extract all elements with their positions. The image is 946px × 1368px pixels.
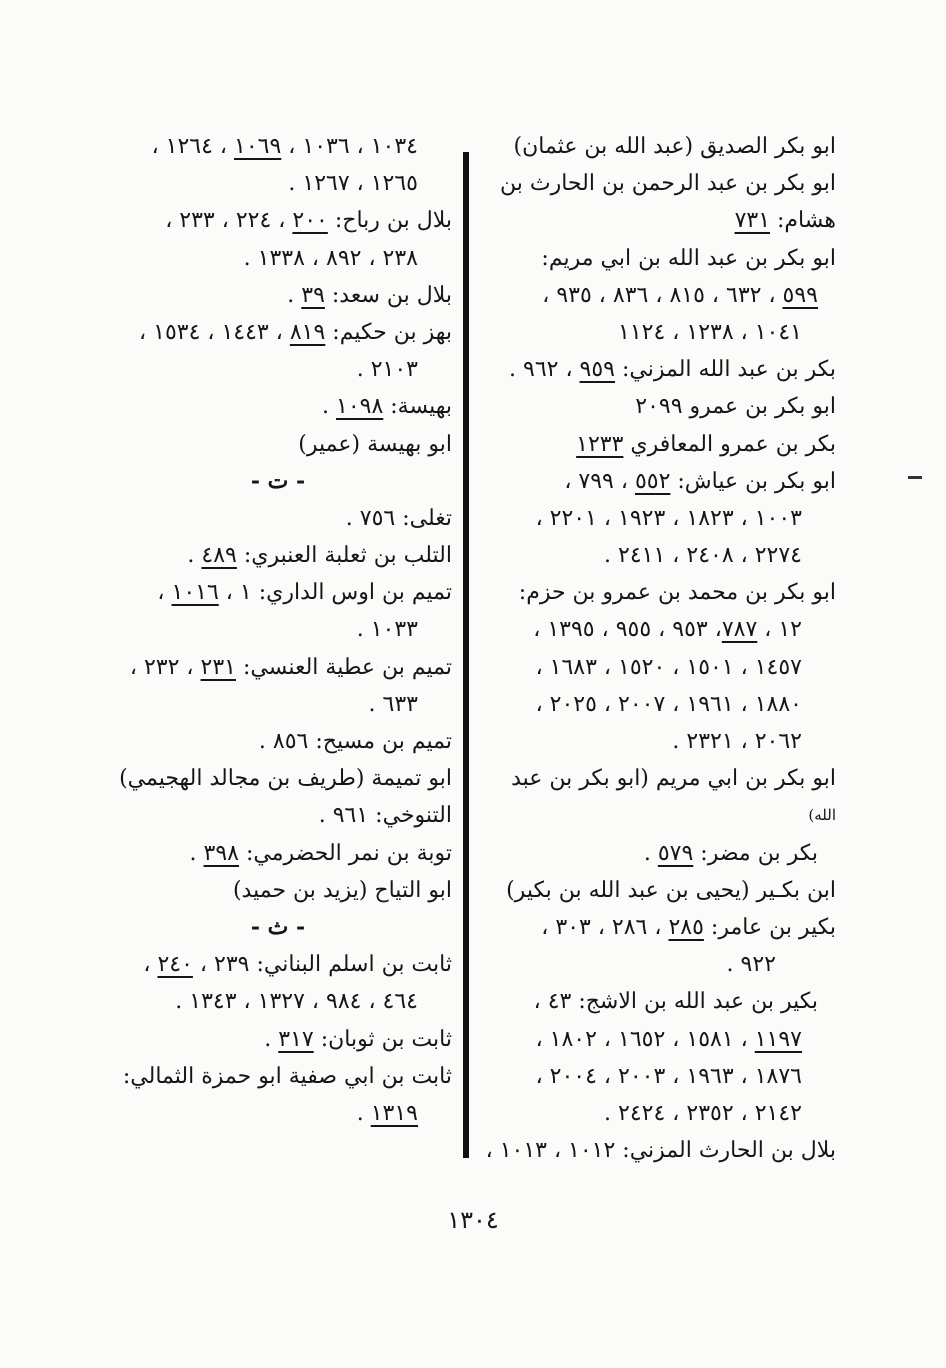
entry-text: تميم بن عطية العنسي: xyxy=(235,654,452,680)
index-entry-line xyxy=(484,872,836,909)
index-entry-line xyxy=(104,574,452,611)
entry-text: الله) xyxy=(808,806,836,825)
entry-text: ، ٢٢٤ ، ٢٣٣ ، xyxy=(165,208,293,234)
entry-text: ١٨٧٦ ، ١٩٦٣ ، ٢٠٠٣ ، ٢٠٠٤ ، xyxy=(535,1063,802,1089)
entry-text: ابو بكر بن ابي مريم (ابو بكر بن عبد xyxy=(511,766,836,792)
index-entry-line xyxy=(104,314,452,351)
entry-text: . xyxy=(264,1026,279,1052)
index-entry-line xyxy=(484,760,836,797)
index-entry-line xyxy=(484,835,836,872)
entry-text: ابن بكـير (يحيى بن عبد الله بن بكير) xyxy=(506,877,836,903)
index-entry-line xyxy=(104,277,452,314)
section-heading xyxy=(104,909,452,946)
index-entry-line xyxy=(104,797,452,834)
index-entry-line xyxy=(484,463,836,500)
underlined-reference: ١٠١٦ xyxy=(171,580,219,606)
index-entry-line xyxy=(484,314,836,351)
index-entry-line xyxy=(484,277,836,314)
entry-text: ابو بكر بن عياش: xyxy=(670,468,836,494)
entry-text: . xyxy=(643,840,658,866)
entry-text: ثابت بن ابي صفية ابو حمزة الثمالي: xyxy=(122,1063,452,1089)
index-entry-line xyxy=(104,1058,452,1095)
index-entry-line xyxy=(104,872,452,909)
index-entry-line xyxy=(484,723,836,760)
entry-text: ٢١٠٣ . xyxy=(356,357,418,383)
entry-text: ١٨٨٠ ، ١٩٦١ ، ٢٠٠٧ ، ٢٠٢٥ ، xyxy=(535,691,802,717)
entry-text: ابو بكر بن محمد بن عمرو بن حزم: xyxy=(518,580,836,606)
entry-text: ٢١٤٢ ، ٢٣٥٢ ، ٢٤٢٤ . xyxy=(604,1100,802,1126)
underlined-reference: ١٣١٩ xyxy=(370,1100,418,1126)
index-entry-line xyxy=(104,500,452,537)
entry-text: - ت - xyxy=(250,467,306,494)
underlined-reference: ٨١٩ xyxy=(289,319,326,345)
underlined-reference: ٢٣١ xyxy=(200,654,236,680)
index-entry-line xyxy=(484,1095,836,1132)
entry-text: ٢٣٨ ، ٨٩٢ ، ١٣٣٨ . xyxy=(243,245,418,271)
index-entry-line xyxy=(104,611,452,648)
index-entry-line xyxy=(484,240,836,277)
index-entry-line xyxy=(104,165,452,202)
underlined-reference: ١٠٩٨ xyxy=(336,394,384,420)
entry-text: . xyxy=(287,282,302,308)
entry-text: ابو بهيسة (عمير) xyxy=(298,431,452,457)
index-entry-line xyxy=(484,983,836,1020)
entry-text: ، xyxy=(143,952,158,978)
entry-text: . xyxy=(356,1100,371,1126)
entry-text: ١٢٦٥ ، ١٢٦٧ . xyxy=(288,171,418,197)
index-entry-line xyxy=(484,611,836,648)
entry-text: ٩٢٢ . xyxy=(726,952,776,978)
underlined-reference: ٢٠٠ xyxy=(292,208,328,234)
entry-text: ابو بكر الصديق (عبد الله بن عثمان) xyxy=(513,134,836,159)
index-entry-line xyxy=(484,1058,836,1095)
entry-text: ، ٢٣٢ ، xyxy=(129,654,201,680)
entry-text: بكير بن عامر: xyxy=(703,914,836,940)
index-entry-line xyxy=(484,128,836,165)
underlined-reference: ٢٨٥ xyxy=(668,914,704,940)
entry-text: ، ٩٦٢ . xyxy=(509,357,580,383)
entry-text: تغلى: ٧٥٦ . xyxy=(345,505,452,531)
underlined-reference: ٥٥٢ xyxy=(634,468,671,494)
entry-text: ، ١٥٨١ ، ١٦٥٢ ، ١٨٠٢ ، xyxy=(535,1026,755,1052)
entry-text: . xyxy=(189,840,204,866)
index-entry-line xyxy=(484,165,836,202)
entry-text: ٢٢٧٤ ، ٢٤٠٨ ، ٢٤١١ . xyxy=(604,543,802,569)
index-entry-line xyxy=(104,202,452,239)
underlined-reference: ٩٥٩ xyxy=(579,357,615,383)
index-entry-line xyxy=(484,797,836,834)
entry-text: . xyxy=(322,394,336,420)
entry-text: ، ٦٣٢ ، ٨١٥ ، ٨٣٦ ، ٩٣٥ ، xyxy=(542,282,783,308)
entry-text: ٢٠٦٢ ، ٢٣٢١ . xyxy=(672,729,802,754)
entry-text: ابو بكر بن عمرو ٢٠٩٩ xyxy=(635,394,836,420)
entry-text: ثابت بن ثوبان: xyxy=(313,1026,452,1052)
entry-text: ، xyxy=(157,580,172,606)
entry-text: ١٠٠٣ ، ١٨٢٣ ، ١٩٢٣ ، ٢٢٠١ ، xyxy=(535,505,802,531)
entry-text: تميم بن مسيح: ٨٥٦ . xyxy=(258,729,452,754)
index-entry-line xyxy=(484,946,836,983)
entry-text: ابو بكر بن عبد الرحمن بن الحارث بن xyxy=(500,171,836,197)
margin-mark xyxy=(908,476,922,479)
index-entry-line xyxy=(484,1132,836,1169)
index-entry-line xyxy=(104,835,452,872)
index-entry-line xyxy=(484,1021,836,1058)
entry-text: بكر بن عمرو المعافري xyxy=(623,431,836,457)
index-entry-line xyxy=(484,537,836,574)
entry-text: ، ١٤٤٣ ، ١٥٣٤ ، xyxy=(139,319,290,345)
index-entry-line xyxy=(484,909,836,946)
entry-text: ١٠٣٣ . xyxy=(356,617,418,643)
entry-text: ٤٦٤ ، ٩٨٤ ، ١٣٢٧ ، ١٣٤٣ . xyxy=(175,989,418,1015)
entry-text: ، ٩٥٣ ، ٩٥٥ ، ١٣٩٥ ، xyxy=(533,617,722,643)
entry-text: ١٠٤١ ، ١٢٣٨ ، ١١٢٤ xyxy=(618,319,802,345)
entry-text: بلال بن سعد: xyxy=(324,282,452,308)
index-entry-line xyxy=(104,1021,452,1058)
index-entry-line xyxy=(104,351,452,388)
underlined-reference: ٤٨٩ xyxy=(201,543,237,569)
entry-text: ابو التياح (يزيد بن حميد) xyxy=(232,877,452,903)
index-entry-line xyxy=(104,983,452,1020)
entry-text: تميم بن اوس الداري: ١ ، xyxy=(218,580,452,606)
entry-text: بهز بن حكيم: xyxy=(325,319,452,345)
index-entry-line xyxy=(484,426,836,463)
entry-text: التلب بن ثعلبة العنبري: xyxy=(236,543,452,569)
right-column xyxy=(484,128,836,1169)
underlined-reference: ٥٩٩ xyxy=(782,282,818,308)
entry-text: ١٢ ، xyxy=(757,617,802,643)
entry-text: ابو بكر بن عبد الله بن ابي مريم: xyxy=(541,245,836,271)
underlined-reference: ٣١٧ xyxy=(278,1026,314,1052)
entry-text: بكر بن مضر: xyxy=(693,840,818,866)
page-number: ١٣٠٤ xyxy=(447,1206,499,1234)
underlined-reference: ٧٨٧ xyxy=(721,617,758,643)
section-heading xyxy=(104,463,452,500)
index-entry-line xyxy=(104,1095,452,1132)
entry-text: توبة بن نمر الحضرمي: xyxy=(239,840,452,866)
index-entry-line xyxy=(104,946,452,983)
index-entry-line xyxy=(484,649,836,686)
underlined-reference: ١٠٦٩ xyxy=(234,134,282,159)
index-entry-line xyxy=(484,351,836,388)
index-entry-line xyxy=(104,426,452,463)
index-entry-line xyxy=(484,388,836,425)
entry-text: بكر بن عبد الله المزني: xyxy=(615,357,836,383)
underlined-reference: ٣٩٨ xyxy=(203,840,239,866)
entry-text: - ث - xyxy=(250,913,306,940)
index-entry-line xyxy=(104,686,452,723)
index-entry-line xyxy=(104,760,452,797)
entry-text: ابو تميمة (طريف بن مجالد الهجيمي) xyxy=(119,766,452,792)
entry-text: بلال بن رباح: xyxy=(327,208,452,234)
entry-text: ١٤٥٧ ، ١٥٠١ ، ١٥٢٠ ، ١٦٨٣ ، xyxy=(535,654,802,680)
underlined-reference: ٧٣١ xyxy=(734,208,771,234)
index-entry-line xyxy=(104,128,452,165)
entry-text: هشام: xyxy=(770,208,836,234)
entry-text: بلال بن الحارث المزني: ١٠١٢ ، ١٠١٣ ، xyxy=(485,1138,836,1164)
entry-text: ٦٣٣ . xyxy=(368,691,418,717)
entry-text: بهيسة: xyxy=(383,394,452,420)
entry-text: ، ٧٩٩ ، xyxy=(564,468,635,494)
underlined-reference: ٥٧٩ xyxy=(657,840,694,866)
index-entry-line xyxy=(104,649,452,686)
underlined-reference: ٢٤٠ xyxy=(157,952,193,978)
left-column xyxy=(104,128,452,1132)
underlined-reference: ١١٩٧ xyxy=(754,1026,802,1052)
index-entry-line xyxy=(104,723,452,760)
entry-text: ثابت بن اسلم البناني: ٢٣٩ ، xyxy=(192,952,452,978)
column-divider xyxy=(463,152,469,1158)
entry-text: بكير بن عبد الله بن الاشج: ٤٣ ، xyxy=(533,989,818,1015)
entry-text: . xyxy=(187,543,202,569)
index-entry-line xyxy=(484,500,836,537)
index-entry-line xyxy=(484,574,836,611)
underlined-reference: ٣٩ xyxy=(301,282,325,308)
index-entry-line xyxy=(104,388,452,425)
index-entry-line xyxy=(104,240,452,277)
index-entry-line xyxy=(104,537,452,574)
entry-text: ، ٢٨٦ ، ٣٠٣ ، xyxy=(541,914,669,940)
entry-text: التنوخي: ٩٦١ . xyxy=(318,803,452,829)
index-entry-line xyxy=(484,686,836,723)
index-entry-line xyxy=(484,202,836,239)
entry-text: ، ١٢٦٤ ، xyxy=(151,134,235,159)
underlined-reference: ١٢٣٣ xyxy=(576,431,624,457)
entry-text: ١٠٣٤ ، ١٠٣٦ ، xyxy=(281,134,418,159)
